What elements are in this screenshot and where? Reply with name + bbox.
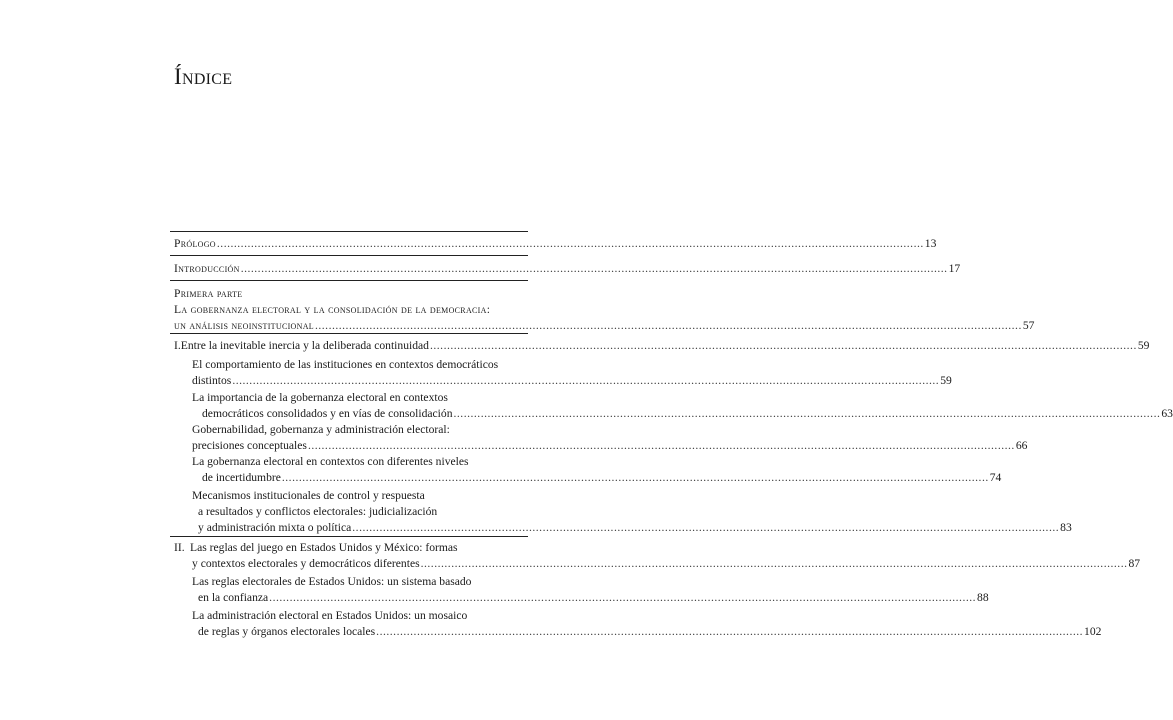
entry-page: 87 — [1128, 557, 1141, 570]
toc-part-heading[interactable] — [174, 286, 1035, 334]
chapter-number: II. — [174, 541, 185, 554]
section-title: La importancia de la gobernanza electoral en contextos — [192, 391, 448, 404]
entry-page: 17 — [948, 262, 961, 275]
chapter-number: I. — [174, 339, 181, 352]
entry-page: 102 — [1084, 625, 1102, 638]
toc-section[interactable] — [192, 608, 1102, 640]
toc-section[interactable] — [192, 357, 952, 389]
toc-section[interactable] — [192, 390, 1173, 422]
part-title-line: un análisis neoinstitucional — [174, 319, 314, 332]
dot-leader — [376, 624, 1083, 640]
section-title: distintos — [192, 374, 232, 387]
entry-page: 59 — [940, 374, 952, 387]
dot-leader — [308, 438, 1015, 454]
chapter-title: Las reglas del juego en Estados Unidos y México: formas — [190, 541, 458, 554]
section-title: de reglas y órganos electorales locales — [198, 625, 376, 638]
section-title: en la confianza — [198, 591, 269, 604]
toc-section[interactable] — [192, 454, 1002, 486]
dot-leader — [352, 520, 1059, 536]
toc-entry-introduccion[interactable] — [174, 261, 961, 277]
entry-page: 63 — [1161, 407, 1173, 420]
entry-label: Introducción — [174, 262, 240, 275]
entry-page: 57 — [1022, 319, 1035, 332]
section-title: El comportamiento de las instituciones en contextos democráticos — [192, 358, 499, 371]
dot-leader — [430, 338, 1137, 354]
chapter-title: y contextos electorales y democráticos diferentes — [192, 557, 420, 570]
part-label: Primera parte — [174, 287, 243, 300]
top-rule — [170, 231, 528, 232]
toc-chapter-2[interactable] — [174, 540, 1141, 572]
divider-rule — [170, 333, 528, 334]
divider-rule — [170, 280, 528, 281]
entry-label: Prólogo — [174, 237, 216, 250]
divider-rule — [170, 536, 528, 537]
toc-section[interactable] — [192, 574, 989, 606]
dot-leader — [217, 236, 924, 252]
toc-section[interactable] — [192, 422, 1028, 454]
entry-page: 59 — [1137, 339, 1150, 352]
entry-page: 88 — [977, 591, 989, 604]
part-title-line: La gobernanza electoral y la consolidación de la democracia: — [174, 303, 491, 316]
dot-leader — [315, 318, 1022, 334]
entry-page: 13 — [924, 237, 937, 250]
section-title: Gobernabilidad, gobernanza y administración electoral: — [192, 423, 450, 436]
entry-page: 66 — [1015, 439, 1028, 452]
toc-section[interactable] — [192, 488, 1072, 536]
chapter-title: Entre la inevitable inercia y la deliberada continuidad — [180, 339, 429, 352]
dot-leader — [454, 406, 1161, 422]
section-title: precisiones conceptuales — [192, 439, 307, 452]
dot-leader — [282, 470, 989, 486]
dot-leader — [421, 556, 1128, 572]
section-title: La gobernanza electoral en contextos con diferentes niveles — [192, 455, 469, 468]
page-title: Índice — [174, 64, 233, 89]
section-title: Mecanismos institucionales de control y respuesta — [192, 489, 425, 502]
dot-leader — [232, 373, 939, 389]
dot-leader — [269, 590, 976, 606]
section-title: a resultados y conflictos electorales: judicialización — [198, 505, 438, 518]
section-title: Las reglas electorales de Estados Unidos: un sistema basado — [192, 575, 472, 588]
toc-chapter-1[interactable] — [174, 338, 1150, 354]
divider-rule — [170, 255, 528, 256]
section-title: y administración mixta o política — [198, 521, 352, 534]
section-title: La administración electoral en Estados Unidos: un mosaico — [192, 609, 468, 622]
toc-entry-prologo[interactable] — [174, 236, 937, 252]
entry-page: 83 — [1060, 521, 1072, 534]
section-title: de incertidumbre — [202, 471, 281, 484]
entry-page: 74 — [989, 471, 1002, 484]
dot-leader — [241, 261, 948, 277]
section-title: democráticos consolidados y en vías de consolidación — [202, 407, 453, 420]
